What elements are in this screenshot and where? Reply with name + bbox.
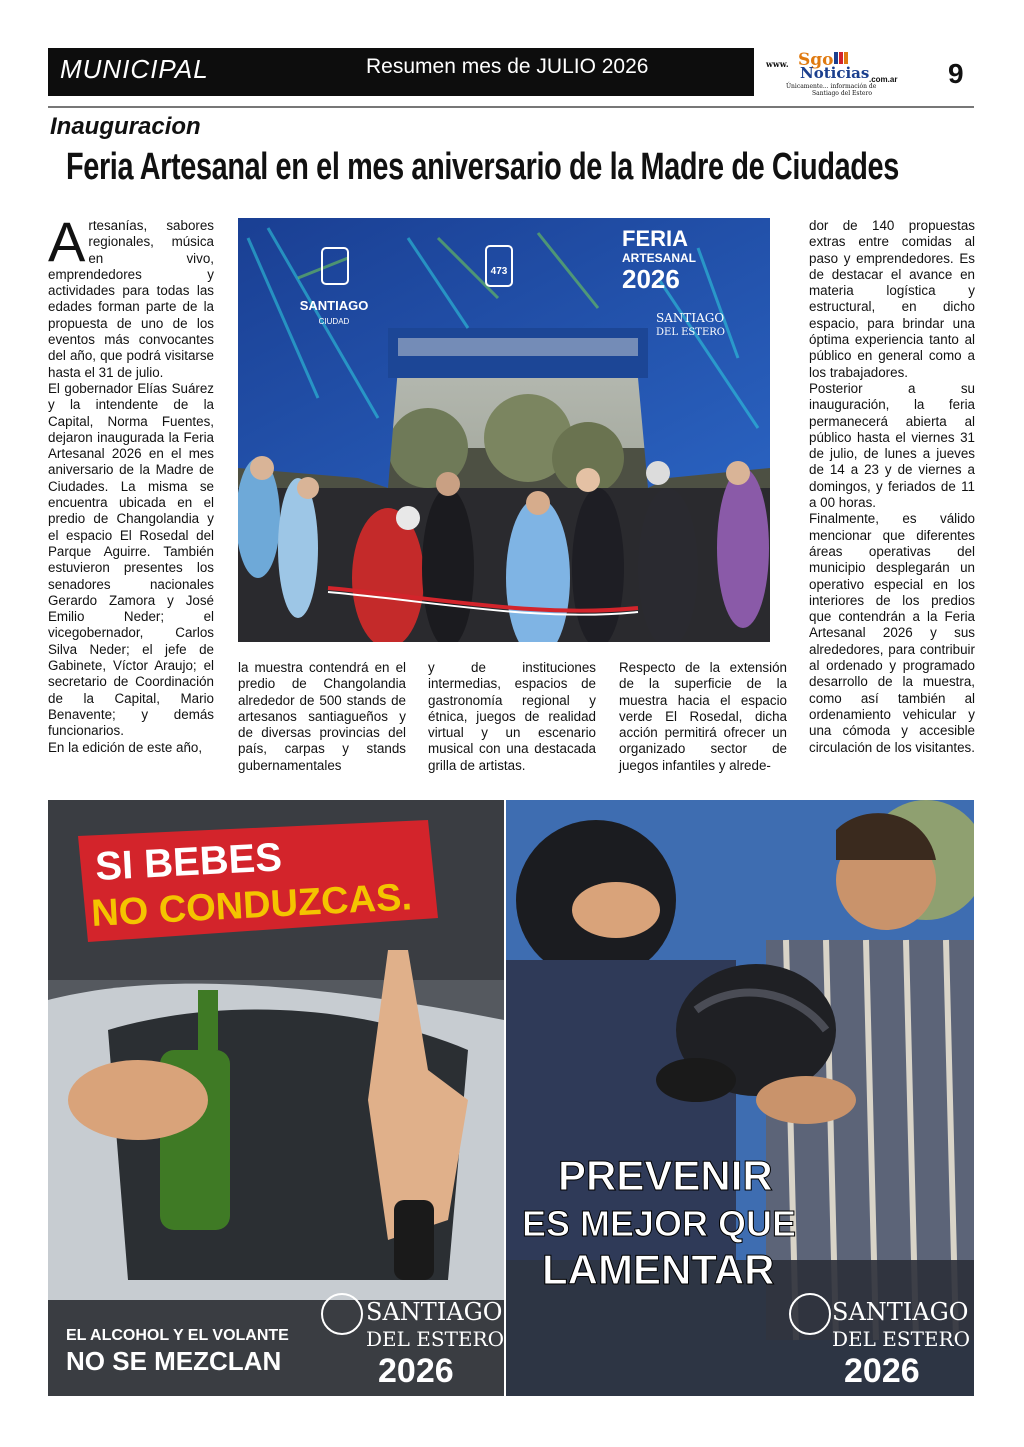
sign-province-1: SANTIAGO: [656, 311, 725, 325]
ad-right-line2: ES MEJOR QUE: [522, 1203, 797, 1244]
sign-ciudad: CIUDAD: [318, 317, 350, 326]
ad-right-year: 2026: [844, 1352, 920, 1390]
ad-left-illustration: [48, 800, 504, 1396]
ad-right-brand2: DEL ESTERO: [832, 1327, 970, 1351]
article-column-2: la muestra contendrá en el predio de Changolandia alrededor de 500 stands de artesanos santiagueños y de diversas provincias del país, carpas y stands gubernamentales: [238, 660, 406, 773]
article-column-3: y de instituciones intermedias, espacios de gastronomía regional y étnica, juegos de realidad virtual y un escenario musical con una destacada grilla de artistas.: [428, 660, 596, 773]
sign-badge: 473: [490, 266, 508, 277]
ad-left-footer1: EL ALCOHOL Y EL VOLANTE: [66, 1327, 289, 1344]
section-name: MUNICIPAL: [60, 54, 209, 84]
ad-right-brand1: SANTIAGO: [832, 1298, 969, 1326]
logo-www: www.: [766, 59, 789, 69]
page-number: 9: [948, 58, 964, 89]
col5-paragraph-1: dor de 140 propuestas extras entre comidas al paso y emprendedores. Es de destacar el avance en materia logística y estructural, en dicho espacio, para brindar una óptima experiencia tanto al público en general como a los trabajadores.: [809, 218, 975, 380]
ad-drink-driving[interactable]: [48, 800, 504, 1396]
article-headline: Feria Artesanal en el mes aniversario de la Madre de Ciudades: [66, 146, 899, 188]
flag-icon: [834, 52, 848, 64]
logo-domain: .com.ar: [869, 75, 898, 84]
article-kicker: Inauguracion: [50, 113, 201, 140]
sign-province-2: DEL ESTERO: [656, 327, 725, 338]
sign-santiago: SANTIAGO: [299, 298, 369, 313]
sign-artesanal: ARTESANAL: [622, 251, 696, 265]
col5-paragraph-2: Posterior a su inauguración, la feria permanecerá abierta al público hasta el viernes 31 de julio, de lunes a jueves de 14 a 23 y de viernes a domingos, y feriados de 11 a 00 horas.: [809, 380, 975, 511]
ad-left-brand2: DEL ESTERO: [366, 1327, 504, 1351]
photo-illustration: [238, 218, 770, 642]
ad-right-line3: LAMENTAR: [542, 1246, 775, 1293]
ad-left-line1: SI BEBES: [94, 835, 283, 889]
col1-paragraph-2: El gobernador Elías Suárez y la intendente de la Capital, Norma Fuentes, dejaron inaugurada la Feria Artesanal 2026 en el mes aniversario de la Madre de Ciudades. La misma se encuentra ubicada en el predio de Changolandia y el espacio El Rosedal del Parque Aguirre. También estuvieron presentes los senadores nacionales Gerardo Zamora y José Emilio Neder; el vicegobernador, Carlos Silva Neder; el jefe de Gabinete, Víctor Araujo; el secretario de Coordinación de la Capital, Mario Benavente; y demás funcionarios.: [48, 380, 214, 739]
ad-right-line1: PREVENIR: [558, 1152, 773, 1199]
sign-feria: FERIA: [622, 226, 688, 251]
issue-title: Resumen mes de JULIO 2026: [366, 55, 649, 78]
ad-left-line2: NO CONDUZCAS.: [90, 876, 413, 935]
article-column-5: [809, 218, 975, 756]
ad-left-year: 2026: [378, 1352, 454, 1390]
ad-left-footer2: NO SE MEZCLAN: [66, 1346, 282, 1376]
sgo-noticias-logo[interactable]: [762, 50, 938, 96]
inauguration-photo: [238, 218, 770, 642]
logo-tagline-2: Santiago del Estero: [812, 90, 872, 97]
col1-paragraph-3: En la edición de este año,: [48, 739, 203, 755]
header-rule: [48, 106, 974, 108]
logo-tagline: Únicamente... información de: [786, 83, 877, 90]
drop-cap: A: [48, 210, 86, 273]
article-column-1: [48, 210, 214, 756]
ad-helmet[interactable]: [506, 800, 974, 1396]
article-column-4: Respecto de la extensión de la superficie de la muestra hacia el espacio verde El Rosedal, dicha acción permitirá ofrecer un organizado sector de juegos infantiles y alrede-: [619, 660, 787, 773]
col5-paragraph-3: Finalmente, es válido mencionar que diferentes áreas operativas del municipio desplegarán un operativo especial en los interiores de los predios que contendrán a la Feria Artesanal 2026 y sus alrededores, para contribuir al ordenado y programado desarrollo de la muestra, como así también al ordenamiento vehicular y una cómoda y accesible circulación de los visitantes.: [809, 511, 975, 755]
logo-noticias: Noticias: [800, 64, 870, 82]
ad-left-brand1: SANTIAGO: [366, 1298, 503, 1326]
logo-sgo: Sgo: [798, 50, 834, 70]
col1-paragraph-1: rtesanías, sabores regionales, música en vivo, emprendedores y actividades para todas las edades forman parte de la propuesta de uno de los eventos más convocantes del año, que podrá visitarse hasta el 31 de julio.: [48, 218, 214, 380]
ad-right-illustration: [506, 800, 974, 1396]
sign-year: 2026: [622, 264, 680, 294]
